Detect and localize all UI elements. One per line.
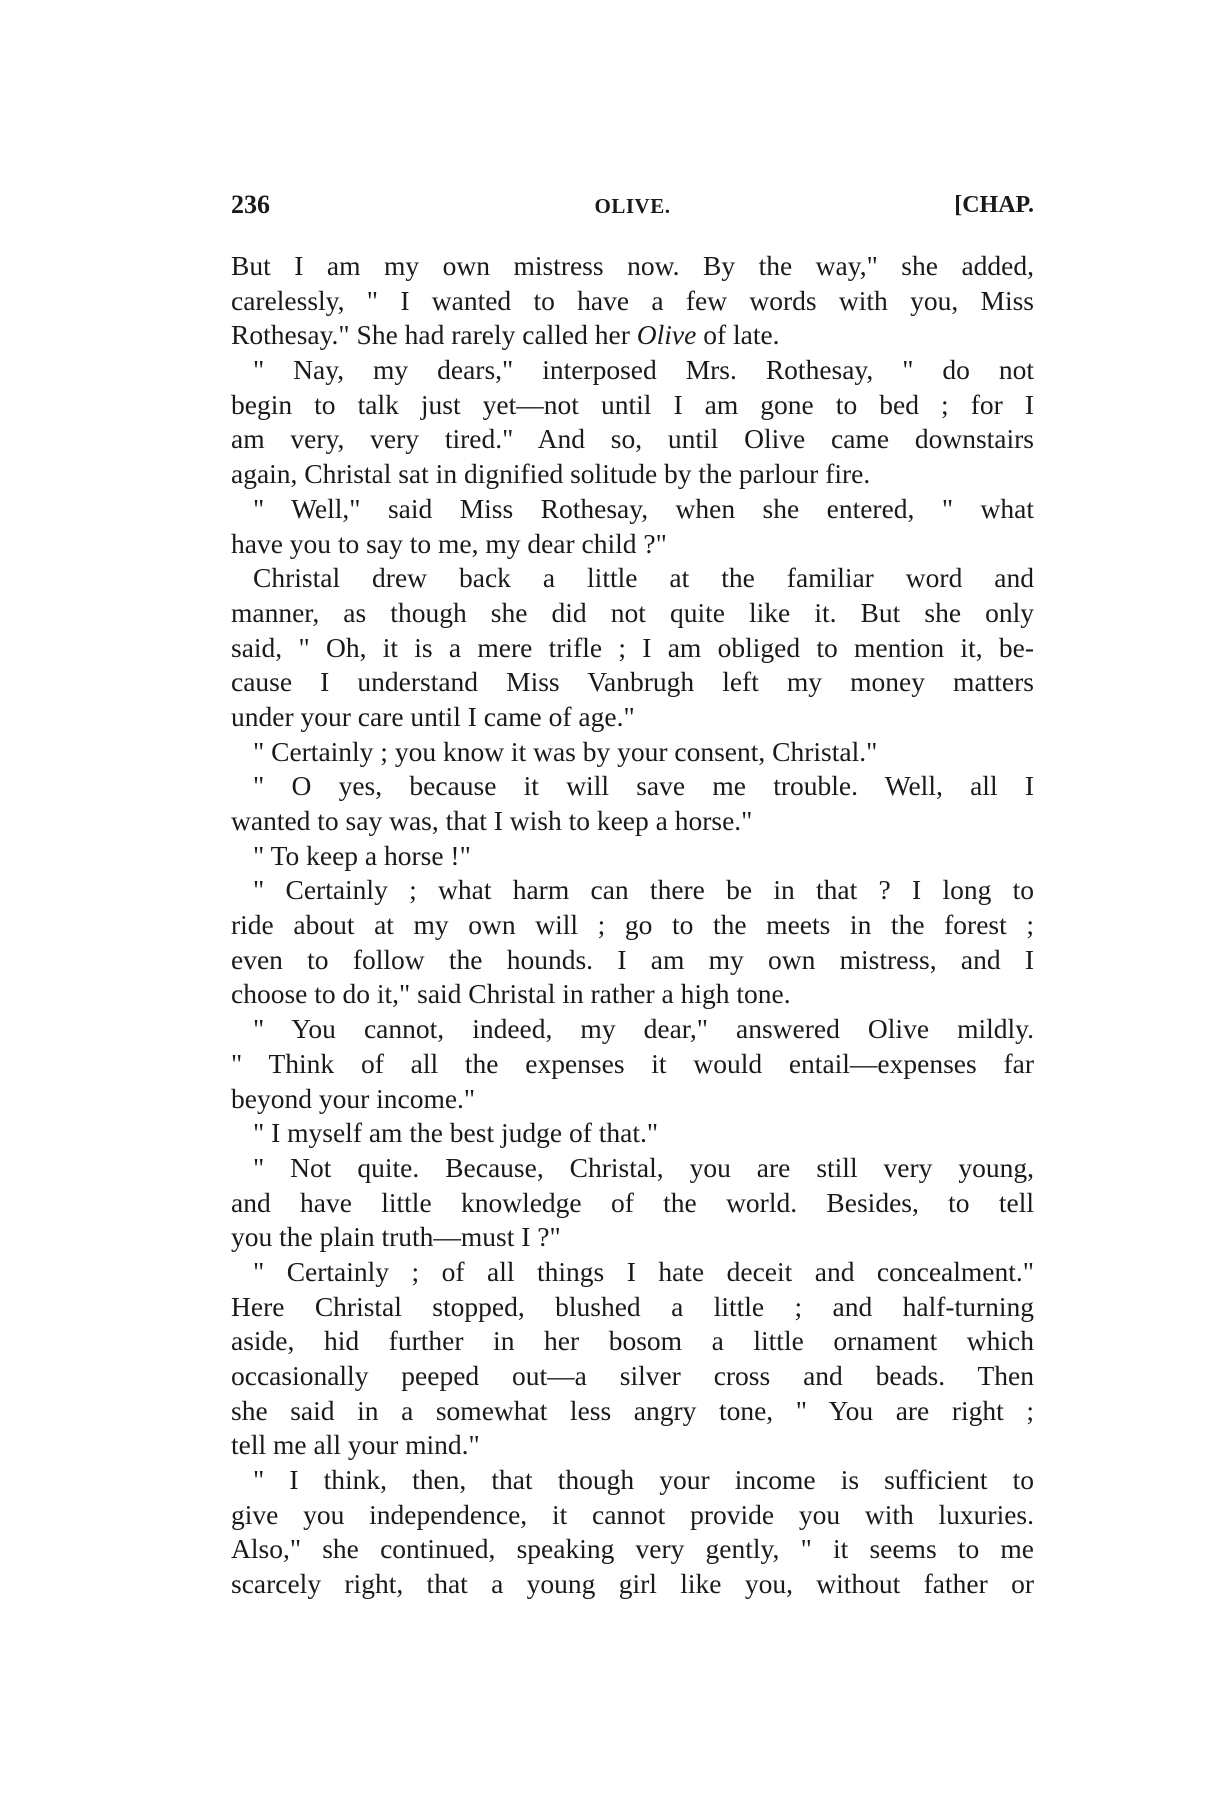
text-line: she said in a somewhat less angry tone, " You are right ;: [231, 1394, 1034, 1426]
text-line: begin to talk just yet—not until I am gone to bed ; for I: [231, 388, 1034, 420]
italic-word: Olive: [636, 319, 697, 351]
text-line: " Certainly ; you know it was by your consent, Christal.": [253, 735, 878, 767]
text-line: " Not quite. Because, Christal, you are still very young,: [253, 1151, 1034, 1183]
text-line: give you independence, it cannot provide you with luxuries.: [231, 1498, 1034, 1530]
text-line: manner, as though she did not quite like it. But she only: [231, 596, 1034, 628]
text-line: occasionally peeped out—a silver cross and beads. Then: [231, 1360, 1034, 1391]
text-line: Also," she continued, speaking very gently, " it seems to me: [231, 1533, 1034, 1565]
text-line: " Nay, my dears," interposed Mrs. Rothesay, " do not: [253, 354, 1034, 386]
running-title: OLIVE.: [594, 194, 671, 218]
text-line: ride about at my own will ; go to the meets in the forest ;: [231, 909, 1034, 941]
text-line: Rothesay." She had rarely called her Olive of late.: [231, 319, 780, 351]
text-line: But I am my own mistress now. By the way," she added,: [231, 250, 1034, 281]
text-line: am very, very tired." And so, until Olive came downstairs: [231, 423, 1034, 455]
text-line: " Well," said Miss Rothesay, when she entered, " what: [253, 492, 1034, 524]
text-line: " O yes, because it will save me trouble. Well, all I: [253, 770, 1034, 802]
chapter-marker: [CHAP.: [954, 192, 1034, 218]
text-line: choose to do it," said Christal in rather a high tone.: [231, 978, 791, 1010]
text-line: Christal drew back a little at the familiar word and: [253, 562, 1034, 594]
text-line: " Think of all the expenses it would entail—expenses far: [231, 1047, 1034, 1079]
text-line: again, Christal sat in dignified solitude by the parlour fire.: [231, 458, 871, 490]
text-line: " You cannot, indeed, my dear," answered Olive mildly.: [253, 1013, 1034, 1045]
page-number: 236: [231, 190, 270, 219]
text-line: " Certainly ; what harm can there be in that ? I long to: [253, 874, 1034, 906]
text-line: tell me all your mind.": [231, 1429, 480, 1461]
body-text: [231, 249, 1034, 1602]
text-line: wanted to say was, that I wish to keep a horse.": [231, 805, 753, 836]
text-line: " Certainly ; of all things I hate deceit and concealment.": [253, 1255, 1034, 1287]
text-line: scarcely right, that a young girl like you, without father or: [231, 1568, 1034, 1600]
text-line: have you to say to me, my dear child ?": [231, 527, 667, 559]
text-line: you the plain truth—must I ?": [231, 1221, 561, 1253]
text-line: aside, hid further in her bosom a little ornament which: [231, 1325, 1034, 1357]
running-header: [231, 190, 1034, 230]
text-line: carelessly, " I wanted to have a few words with you, Miss: [231, 284, 1034, 316]
text-line: under your care until I came of age.": [231, 700, 635, 732]
text-line: Here Christal stopped, blushed a little ; and half-turning: [231, 1290, 1034, 1322]
text-line: beyond your income.": [231, 1082, 476, 1114]
text-line: and have little knowledge of the world. Besides, to tell: [231, 1186, 1034, 1218]
text-line: " I think, then, that though your income is sufficient to: [253, 1464, 1034, 1496]
text-line: cause I understand Miss Vanbrugh left my money matters: [231, 666, 1034, 698]
text-line: said, " Oh, it is a mere trifle ; I am obliged to mention it, be-: [231, 631, 1034, 663]
text-line: " I myself am the best judge of that.": [253, 1117, 659, 1149]
text-line: " To keep a horse !": [253, 839, 471, 871]
text-line: even to follow the hounds. I am my own mistress, and I: [231, 943, 1034, 975]
